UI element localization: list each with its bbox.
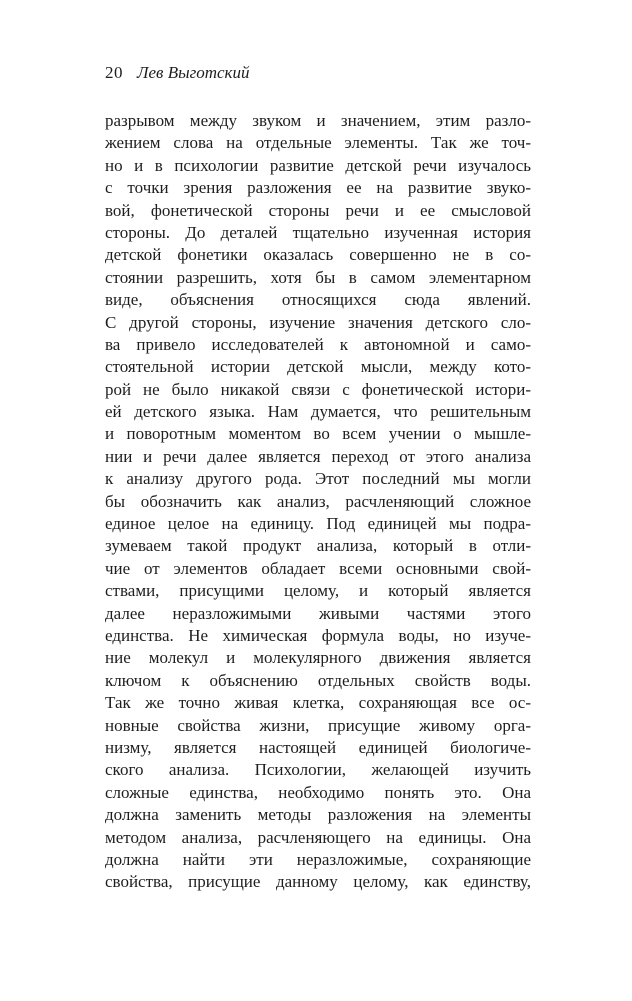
- text-line: ского анализа. Психологии, желающей изучить: [105, 760, 531, 780]
- text-line: сложные единства, необходимо понять это. Она: [105, 782, 531, 802]
- text-line: ние молекул и молекулярного движения является: [105, 648, 531, 668]
- text-line: виде, объяснения относящихся сюда явлений.: [105, 290, 531, 310]
- text-line: ей детского языка. Нам думается, что решительным: [105, 402, 531, 422]
- body-text: [105, 110, 531, 894]
- text-line: стоятельной истории детской мысли, между кото-: [105, 357, 531, 377]
- text-line: С другой стороны, изучение значения детского сло-: [105, 312, 531, 332]
- text-line: должна найти эти неразложимые, сохраняющие: [105, 849, 531, 869]
- text-line: детской фонетики оказалась совершенно не в со-: [105, 245, 531, 265]
- text-line: единое целое на единицу. Под единицей мы подра-: [105, 514, 531, 534]
- page-header: [105, 62, 531, 84]
- text-line: единства. Не химическая формула воды, но изуче-: [105, 625, 531, 645]
- text-line: но и в психологии развитие детской речи изучалось: [105, 155, 531, 175]
- text-line: к анализу другого рода. Этот последний мы могли: [105, 469, 531, 489]
- text-line: чие от элементов обладает всеми основными свой-: [105, 558, 531, 578]
- text-line: зумеваем такой продукт анализа, который в отли-: [105, 536, 531, 556]
- text-line: далее неразложимыми живыми частями этого: [105, 603, 531, 623]
- text-line: ключом к объяснению отдельных свойств воды.: [105, 670, 531, 690]
- text-line: низму, является настоящей единицей биологиче-: [105, 737, 531, 757]
- author-name: Лев Выготский: [137, 63, 250, 82]
- text-line: бы обозначить как анализ, расчленяющий сложное: [105, 491, 531, 511]
- text-line: ва привело исследователей к автономной и само-: [105, 334, 531, 354]
- text-line: должна заменить методы разложения на элементы: [105, 805, 531, 825]
- text-line: ствами, присущими целому, и который является: [105, 581, 531, 601]
- text-line: стоянии разрешить, хотя бы в самом элементарном: [105, 267, 531, 287]
- text-line: вой, фонетической стороны речи и ее смысловой: [105, 200, 531, 220]
- text-line: разрывом между звуком и значением, этим разло-: [105, 111, 531, 130]
- text-line: стороны. До деталей тщательно изученная история: [105, 222, 531, 242]
- text-line: методом анализа, расчленяющего на единицы. Она: [105, 827, 531, 847]
- text-line: с точки зрения разложения ее на развитие звуко-: [105, 178, 531, 198]
- page-number: 20: [105, 63, 123, 82]
- text-line: жением слова на отдельные элементы. Так же точ-: [105, 133, 531, 153]
- text-line: свойства, присущие данному целому, как единству,: [105, 872, 531, 892]
- text-line: и поворотным моментом во всем учении о мышле-: [105, 424, 531, 444]
- text-line: Так же точно живая клетка, сохраняющая все ос-: [105, 693, 531, 713]
- text-line: рой не было никакой связи с фонетической истори-: [105, 379, 531, 399]
- text-line: нии и речи далее является переход от этого анализа: [105, 446, 531, 466]
- text-line: новные свойства жизни, присущие живому орга-: [105, 715, 531, 735]
